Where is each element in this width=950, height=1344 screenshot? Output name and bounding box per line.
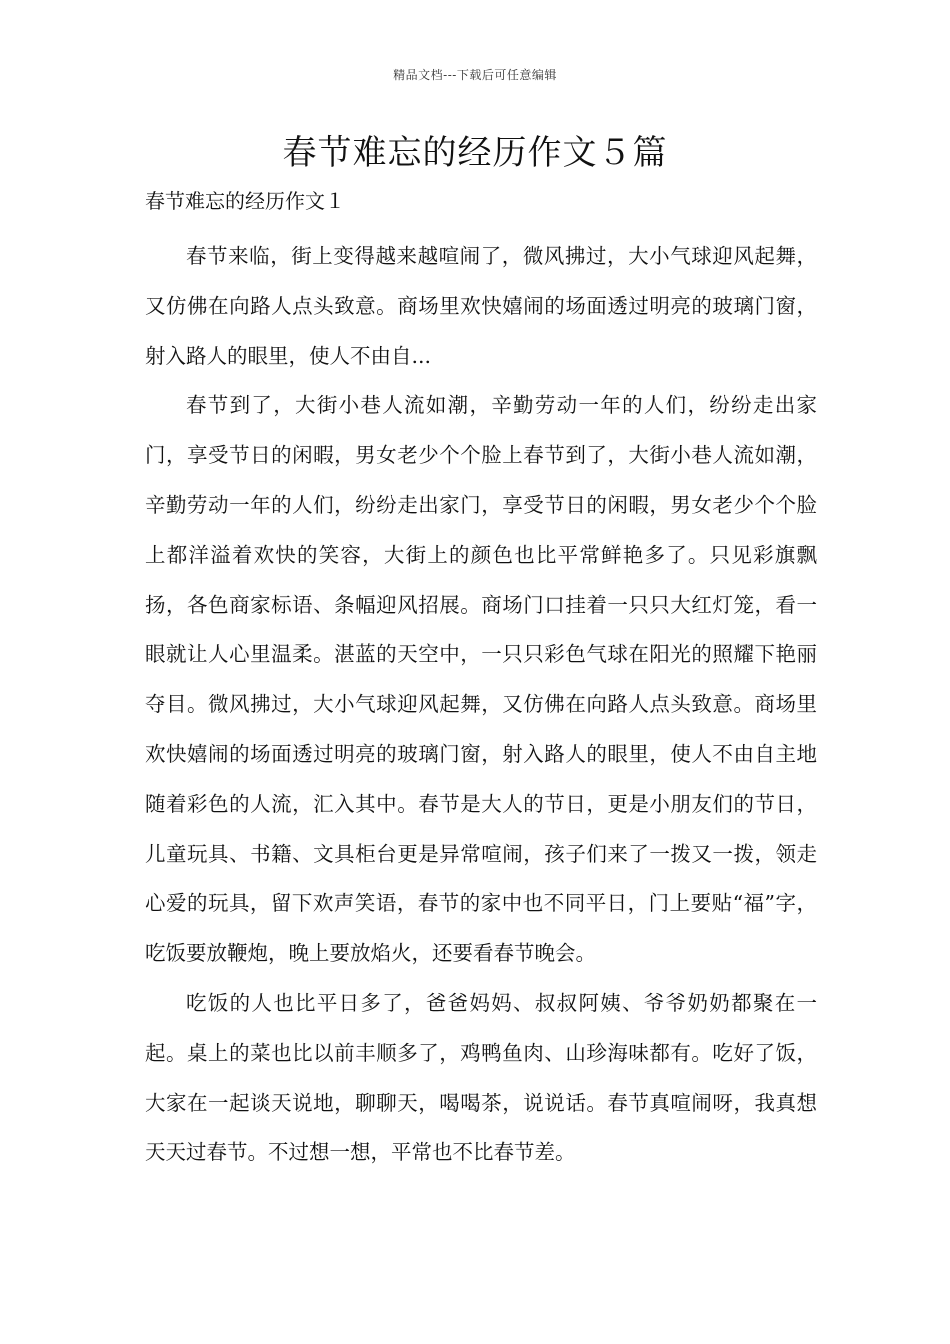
- document-title: 春节难忘的经历作文５篇: [282, 133, 668, 173]
- paragraph-3: 吃饭的人也比平日多了，爸爸妈妈、叔叔阿姨、爷爷奶奶都聚在一起。桌上的菜也比以前丰顺多了，鸡鸭鱼肉、山珍海味都有。吃好了饭，大家在一起谈天说地，聊聊天，喝喝茶，说说话。春节真喧闹呀，我真想天天过春节。不过想一想，平常也不比春节差。: [145, 990, 817, 1165]
- header-note: 精品文档---下载后可任意编辑: [393, 68, 557, 82]
- document-body: [145, 232, 817, 1178]
- section-subtitle: 春节难忘的经历作文１: [145, 189, 345, 213]
- paragraph-1: 春节来临，街上变得越来越喧闹了，微风拂过，大小气球迎风起舞，又仿佛在向路人点头致意。商场里欢快嬉闹的场面透过明亮的玻璃门窗，射入路人的眼里，使人不由自...: [145, 244, 817, 368]
- paragraph-2: 春节到了，大街小巷人流如潮，辛勤劳动一年的人们，纷纷走出家门，享受节日的闲暇，男女老少个个脸上春节到了，大街小巷人流如潮，辛勤劳动一年的人们，纷纷走出家门，享受节日的闲暇，男女老少个个脸上都洋溢着欢快的笑容，大街上的颜色也比平常鲜艳多了。只见彩旗飘扬，各色商家标语、条幅迎风招展。商场门口挂着一只只大红灯笼，看一眼就让人心里温柔。湛蓝的天空中，一只只彩色气球在阳光的照耀下艳丽夺目。微风拂过，大小气球迎风起舞，又仿佛在向路人点头致意。商场里欢快嬉闹的场面透过明亮的玻璃门窗，射入路人的眼里，使人不由自主地随着彩色的人流，汇入其中。春节是大人的节日，更是小朋友们的节日，儿童玩具、书籍、文具柜台更是异常喧闹，孩子们来了一拨又一拨，领走心爱的玩具，留下欢声笑语，春节的家中也不同平日，门上要贴“福”字，吃饭要放鞭炮，晚上要放焰火，还要看春节晚会。: [145, 393, 817, 966]
